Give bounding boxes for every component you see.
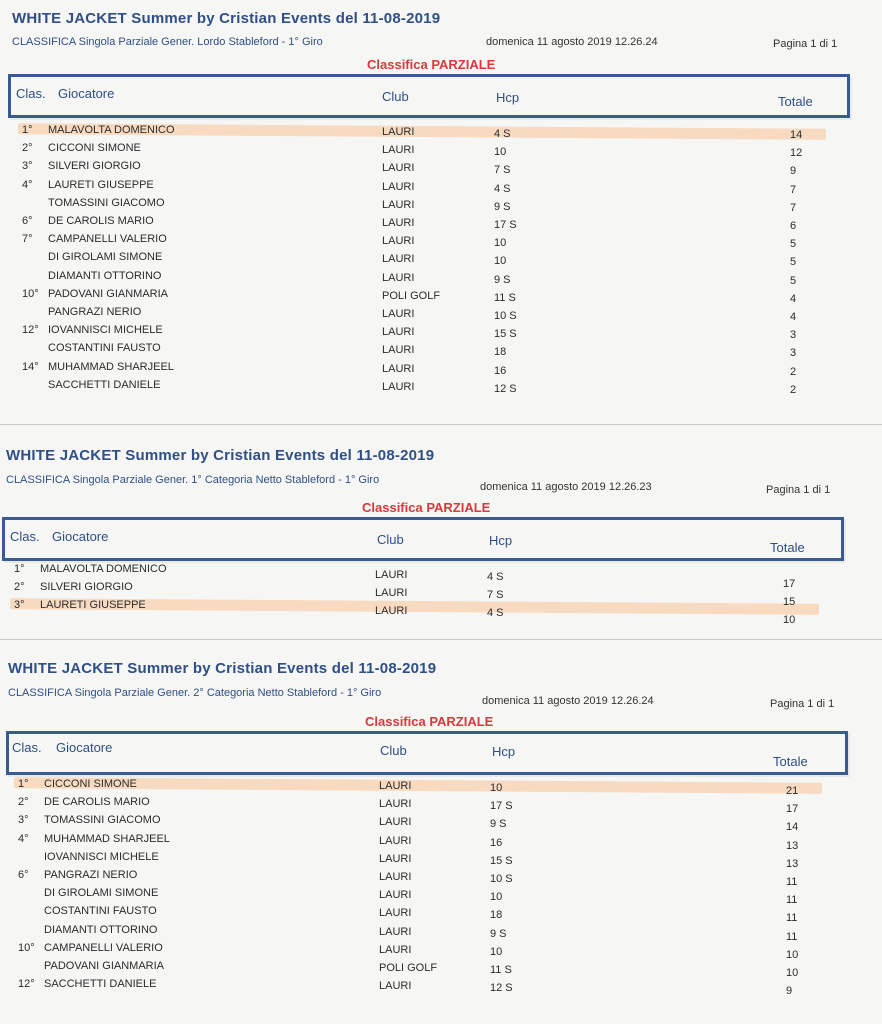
column-header-player: Giocatore: [52, 529, 109, 544]
table-row: [0, 796, 882, 814]
total-cell: 14: [790, 129, 803, 141]
ranking-heading: Classifica PARZIALE: [362, 500, 491, 515]
player-name-cell: COSTANTINI FAUSTO: [48, 342, 161, 355]
player-name-cell: CICCONI SIMONE: [44, 778, 137, 790]
position-cell: 2°: [18, 796, 29, 809]
total-cell: 15: [783, 596, 796, 609]
position-cell: 10°: [22, 287, 39, 300]
position-cell: 2°: [14, 581, 25, 594]
total-cell: 10: [786, 967, 799, 979]
total-cell: 9: [786, 985, 793, 998]
total-cell: 11: [786, 876, 798, 888]
club-cell: LAURI: [379, 834, 412, 847]
hcp-cell: 4 S: [487, 607, 504, 620]
club-cell: LAURI: [382, 126, 415, 138]
player-name-cell: PANGRAZI NERIO: [48, 306, 142, 318]
player-name-cell: IOVANNISCI MICHELE: [44, 850, 159, 863]
player-name-cell: DIAMANTI OTTORINO: [48, 269, 162, 282]
club-cell: LAURI: [379, 889, 412, 902]
player-name-cell: CAMPANELLI VALERIO: [44, 941, 163, 954]
column-header-clas: Clas.: [12, 740, 42, 755]
position-cell: 2°: [22, 142, 33, 155]
club-cell: LAURI: [382, 362, 415, 375]
player-name-cell: SACCHETTI DANIELE: [48, 378, 161, 391]
player-name-cell: LAURETI GIUSEPPE: [40, 599, 146, 612]
column-header-hcp: Hcp: [489, 533, 513, 548]
column-header-club: Club: [380, 743, 407, 758]
total-cell: 12: [790, 147, 803, 160]
total-cell: 17: [786, 803, 799, 816]
column-header-club: Club: [382, 89, 409, 104]
report-title: WHITE JACKET Summer by Cristian Events del 11-08-2019: [6, 447, 435, 464]
player-name-cell: DE CAROLIS MARIO: [48, 215, 154, 227]
column-header-total: Totale: [778, 94, 813, 109]
column-header-hcp: Hcp: [496, 90, 520, 105]
total-cell: 9: [790, 165, 797, 178]
player-name-cell: CICCONI SIMONE: [48, 142, 141, 155]
hcp-cell: 10: [490, 945, 503, 958]
position-cell: 1°: [18, 778, 29, 790]
player-name-cell: IOVANNISCI MICHELE: [48, 324, 163, 337]
player-name-cell: MALAVOLTA DOMENICO: [48, 124, 175, 136]
total-cell: 11: [786, 930, 798, 943]
hcp-cell: 12 S: [494, 382, 517, 395]
column-header-clas: Clas.: [16, 86, 46, 101]
player-name-cell: CAMPANELLI VALERIO: [48, 233, 167, 246]
hcp-cell: 15 S: [490, 854, 513, 867]
hcp-cell: 12 S: [490, 982, 513, 995]
player-name-cell: TOMASSINI GIACOMO: [48, 196, 165, 209]
hcp-cell: 7 S: [494, 164, 511, 177]
total-cell: 7: [790, 183, 797, 196]
table-header: [6, 731, 848, 775]
player-name-cell: MUHAMMAD SHARJEEL: [48, 360, 174, 373]
total-cell: 21: [786, 785, 799, 797]
report-title: WHITE JACKET Summer by Cristian Events del 11-08-2019: [8, 660, 437, 677]
total-cell: 5: [790, 256, 797, 269]
player-name-cell: PADOVANI GIANMARIA: [48, 287, 169, 300]
position-cell: 6°: [22, 215, 33, 227]
hcp-cell: 4 S: [487, 571, 504, 583]
position-cell: 1°: [14, 563, 25, 575]
page-number: Pagina 1 di 1: [766, 484, 831, 496]
club-cell: LAURI: [375, 587, 408, 600]
hcp-cell: 10: [494, 255, 507, 268]
hcp-cell: 9 S: [490, 927, 507, 940]
column-header-total: Totale: [773, 754, 808, 769]
position-cell: 12°: [22, 324, 39, 337]
report-subtitle: CLASSIFICA Singola Parziale Gener. Lordo Stableford - 1° Giro: [12, 36, 323, 48]
hcp-cell: 11 S: [494, 291, 516, 304]
club-cell: LAURI: [382, 344, 415, 357]
hcp-cell: 16: [490, 836, 503, 849]
position-cell: 4°: [18, 832, 29, 845]
hcp-cell: 15 S: [494, 328, 517, 341]
hcp-cell: 18: [490, 909, 503, 922]
hcp-cell: 10 S: [494, 310, 517, 322]
report-date: domenica 11 agosto 2019 12.26.24: [482, 695, 654, 707]
hcp-cell: 18: [494, 346, 507, 359]
total-cell: 2: [790, 383, 797, 396]
hcp-cell: 4 S: [494, 182, 511, 195]
club-cell: LAURI: [379, 871, 412, 883]
table-row: [0, 887, 882, 905]
club-cell: LAURI: [382, 235, 415, 248]
report-date: domenica 11 agosto 2019 12.26.23: [480, 481, 652, 493]
table-row: [0, 833, 882, 851]
column-header-total: Totale: [770, 540, 805, 555]
hcp-cell: 4 S: [494, 128, 511, 140]
club-cell: LAURI: [382, 271, 415, 284]
club-cell: LAURI: [382, 144, 415, 157]
position-cell: 3°: [22, 160, 33, 173]
player-name-cell: COSTANTINI FAUSTO: [44, 905, 157, 918]
hcp-cell: 10: [490, 782, 503, 794]
position-cell: 1°: [22, 124, 33, 136]
hcp-cell: 9 S: [490, 818, 507, 831]
player-name-cell: SACCHETTI DANIELE: [44, 978, 157, 991]
club-cell: LAURI: [375, 605, 408, 618]
player-name-cell: SILVERI GIORGIO: [48, 160, 141, 173]
column-header-hcp: Hcp: [492, 744, 516, 759]
club-cell: LAURI: [382, 217, 415, 229]
club-cell: LAURI: [382, 380, 415, 393]
table-row: [0, 960, 882, 978]
column-header-player: Giocatore: [56, 740, 113, 755]
total-cell: 3: [790, 329, 797, 342]
player-name-cell: DE CAROLIS MARIO: [44, 796, 150, 809]
hcp-cell: 7 S: [487, 589, 504, 602]
total-cell: 13: [786, 857, 799, 870]
table-row: [0, 869, 882, 887]
hcp-cell: 9 S: [494, 273, 511, 286]
position-cell: 6°: [18, 869, 29, 881]
club-cell: LAURI: [379, 943, 412, 956]
hcp-cell: 17 S: [490, 800, 513, 813]
club-cell: LAURI: [382, 326, 415, 339]
club-cell: LAURI: [382, 308, 415, 320]
table-row: [0, 905, 882, 923]
club-cell: LAURI: [379, 925, 412, 938]
club-cell: LAURI: [382, 253, 415, 266]
total-cell: 5: [790, 238, 797, 251]
club-cell: LAURI: [379, 816, 412, 829]
table-row: [0, 778, 882, 796]
club-cell: LAURI: [379, 980, 412, 993]
total-cell: 7: [790, 201, 797, 214]
hcp-cell: 10: [494, 237, 507, 250]
column-header-club: Club: [377, 532, 404, 547]
total-cell: 5: [790, 274, 797, 287]
page-number: Pagina 1 di 1: [770, 698, 835, 710]
column-header-clas: Clas.: [10, 529, 40, 544]
table-row: [0, 942, 882, 960]
total-cell: 10: [786, 948, 799, 961]
position-cell: 4°: [22, 178, 33, 191]
player-name-cell: TOMASSINI GIACOMO: [44, 814, 161, 827]
club-cell: LAURI: [379, 907, 412, 920]
report-date: domenica 11 agosto 2019 12.26.24: [486, 36, 658, 48]
hcp-cell: 16: [494, 364, 507, 377]
ranking-heading: Classifica PARZIALE: [367, 57, 496, 72]
page-number: Pagina 1 di 1: [773, 38, 838, 50]
club-cell: LAURI: [375, 569, 408, 581]
club-cell: POLI GOLF: [382, 289, 441, 302]
total-cell: 6: [790, 220, 797, 232]
report-subtitle: CLASSIFICA Singola Parziale Gener. 2° Categoria Netto Stableford - 1° Giro: [8, 687, 382, 699]
player-name-cell: LAURETI GIUSEPPE: [48, 178, 154, 191]
club-cell: LAURI: [379, 852, 412, 865]
total-cell: 11: [786, 912, 798, 925]
position-cell: 14°: [22, 360, 39, 373]
hcp-cell: 10: [490, 891, 503, 904]
table-row: [0, 978, 882, 996]
total-cell: 13: [786, 839, 799, 852]
club-cell: LAURI: [382, 162, 415, 175]
hcp-cell: 11 S: [490, 964, 512, 976]
table-row: [0, 924, 882, 942]
club-cell: LAURI: [379, 798, 412, 811]
total-cell: 10: [783, 614, 796, 627]
position-cell: 7°: [22, 233, 33, 246]
report-title: WHITE JACKET Summer by Cristian Events del 11-08-2019: [12, 10, 441, 27]
position-cell: 10°: [18, 941, 35, 954]
hcp-cell: 9 S: [494, 200, 511, 213]
hcp-cell: 17 S: [494, 219, 517, 231]
total-cell: 14: [786, 821, 799, 834]
total-cell: 4: [790, 311, 797, 323]
player-name-cell: PANGRAZI NERIO: [44, 869, 138, 881]
position-cell: 12°: [18, 978, 35, 991]
total-cell: 11: [786, 894, 798, 907]
position-cell: 3°: [18, 814, 29, 827]
player-name-cell: MALAVOLTA DOMENICO: [40, 563, 167, 575]
ranking-heading: Classifica PARZIALE: [365, 714, 494, 729]
player-name-cell: MUHAMMAD SHARJEEL: [44, 832, 170, 845]
total-cell: 3: [790, 347, 797, 360]
total-cell: 4: [790, 292, 797, 305]
player-name-cell: SILVERI GIORGIO: [40, 581, 133, 594]
hcp-cell: 10 S: [490, 873, 513, 885]
club-cell: LAURI: [382, 198, 415, 211]
player-name-cell: DIAMANTI OTTORINO: [44, 923, 158, 936]
table-row: [0, 851, 882, 869]
table-row: [0, 814, 882, 832]
club-cell: POLI GOLF: [379, 962, 438, 974]
total-cell: 17: [783, 578, 796, 590]
player-name-cell: PADOVANI GIANMARIA: [44, 960, 165, 972]
player-name-cell: DI GIROLAMI SIMONE: [48, 251, 163, 264]
club-cell: LAURI: [379, 780, 412, 792]
player-name-cell: DI GIROLAMI SIMONE: [44, 887, 159, 900]
position-cell: 3°: [14, 599, 25, 612]
report-subtitle: CLASSIFICA Singola Parziale Gener. 1° Categoria Netto Stableford - 1° Giro: [6, 474, 380, 486]
total-cell: 2: [790, 365, 797, 378]
column-header-player: Giocatore: [58, 86, 115, 101]
hcp-cell: 10: [494, 146, 507, 159]
club-cell: LAURI: [382, 180, 415, 193]
